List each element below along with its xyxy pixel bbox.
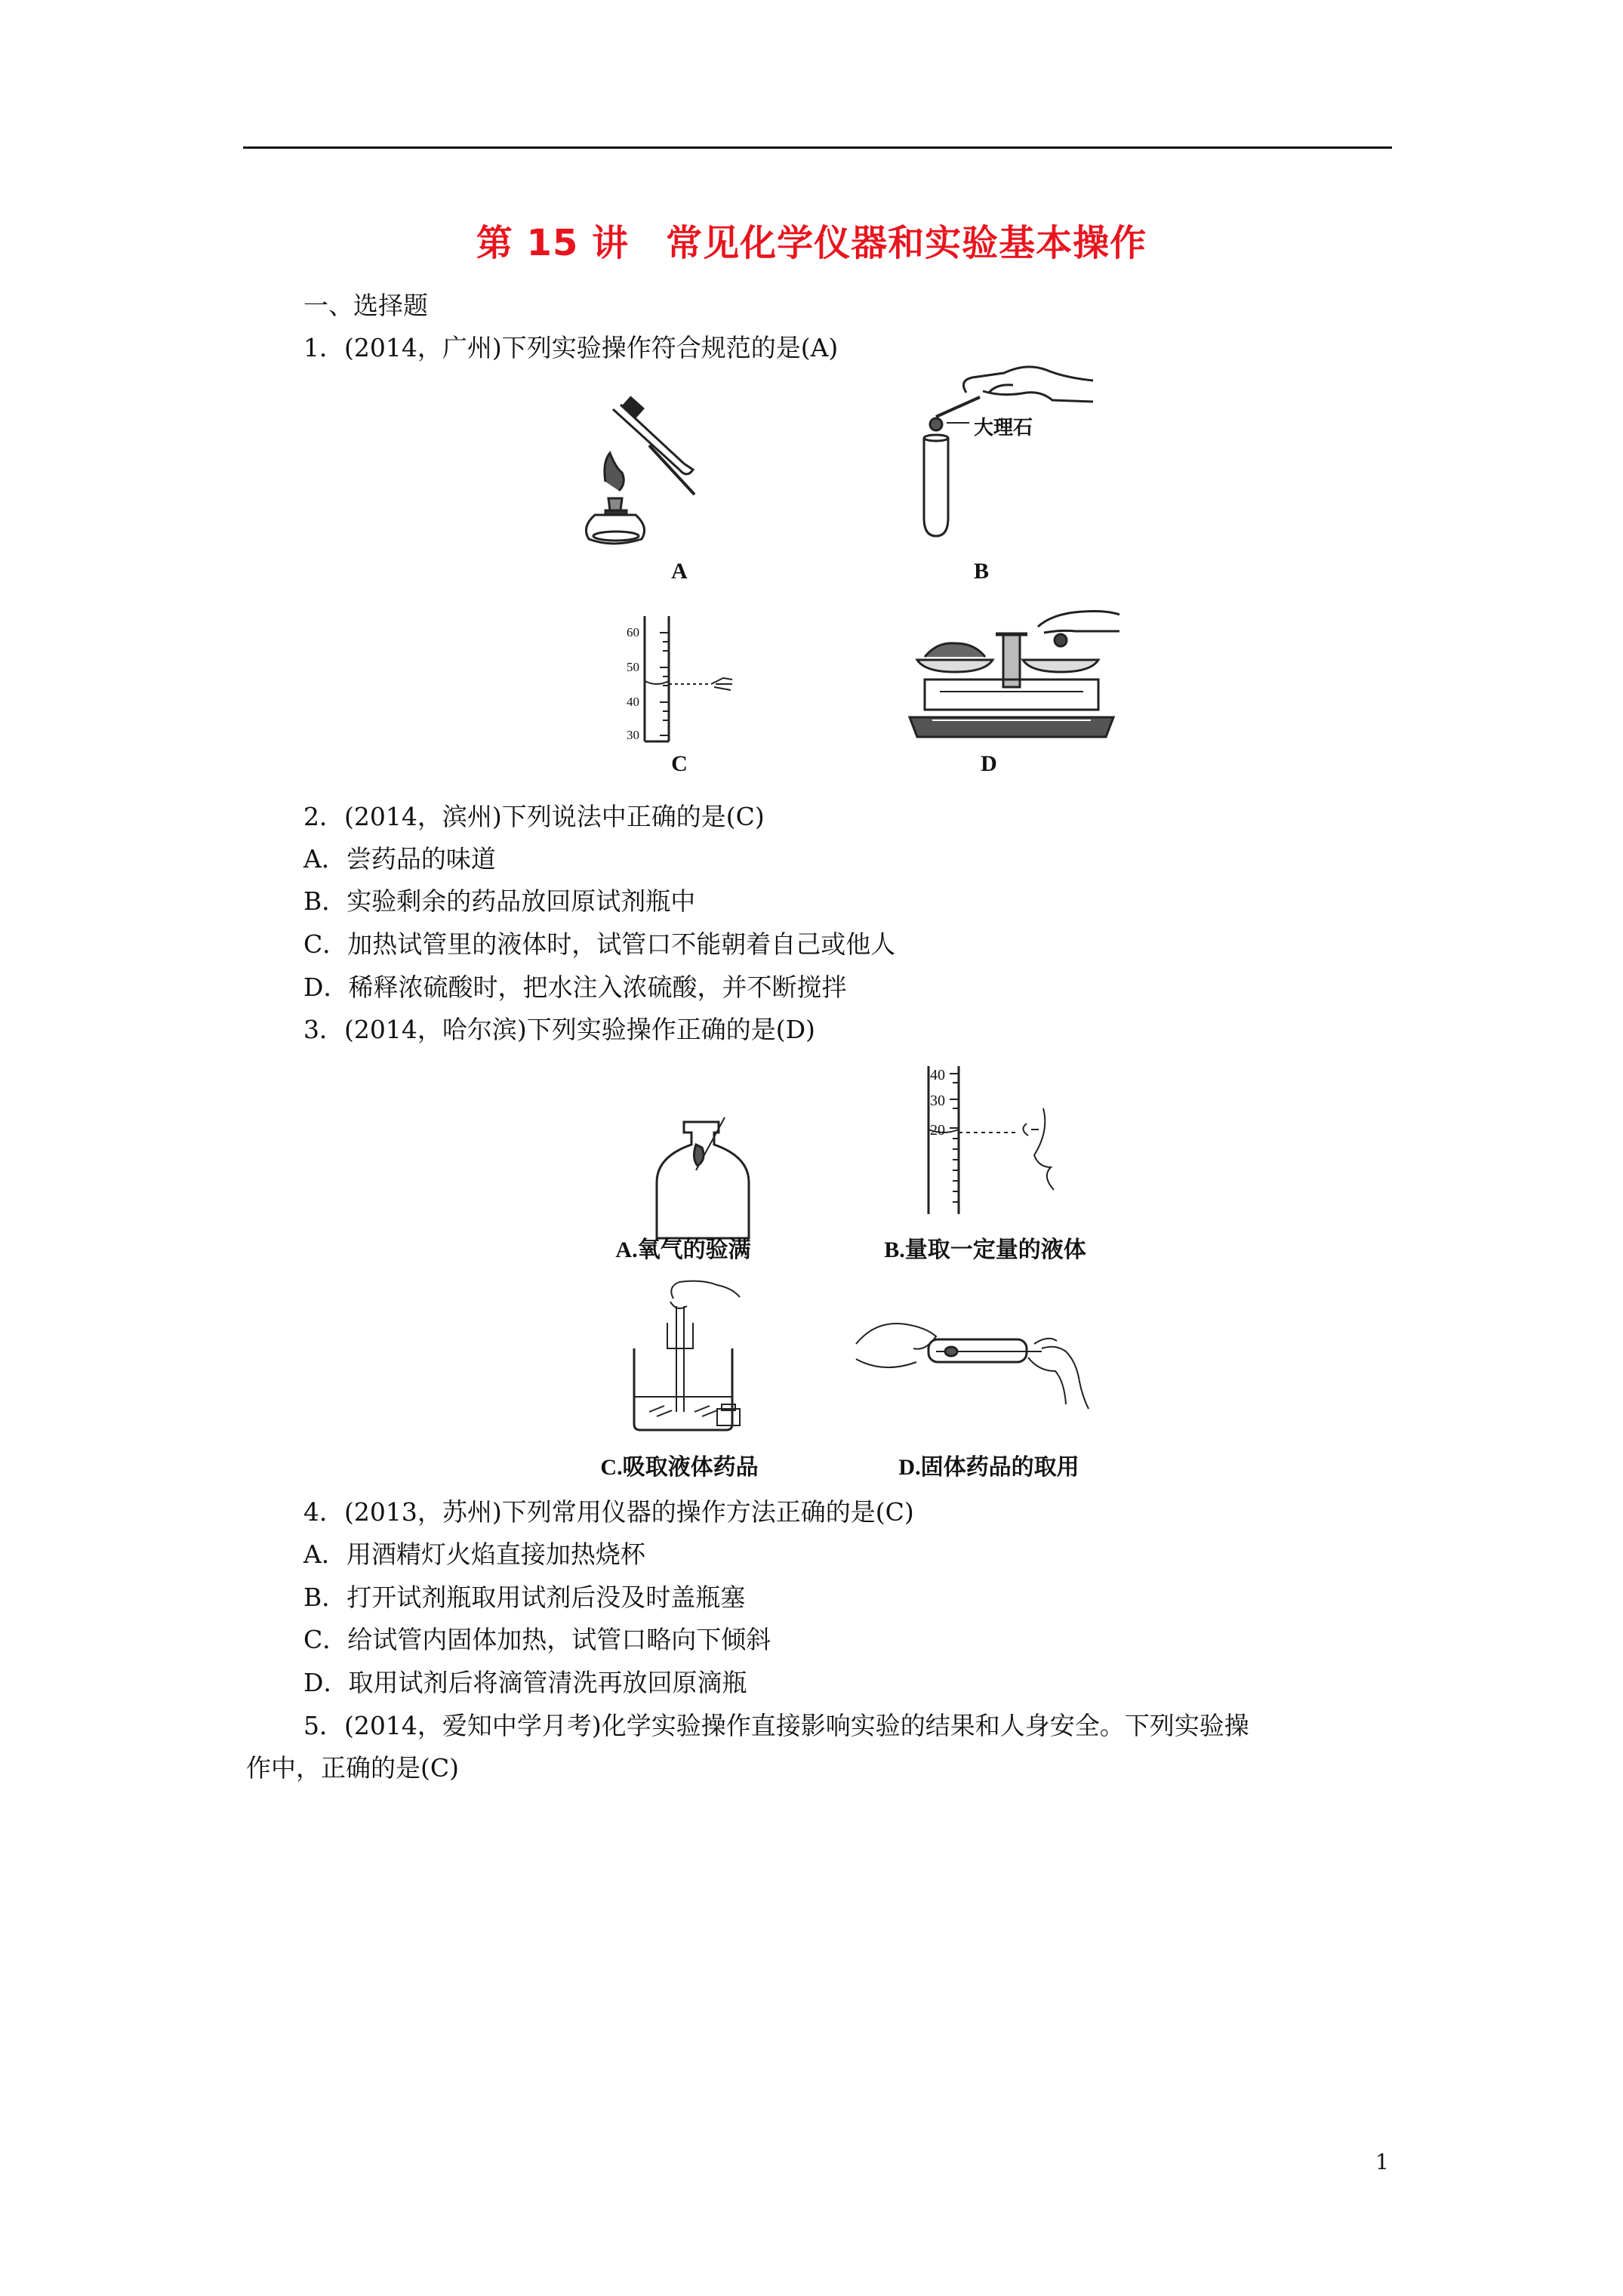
q1-tick-40: 40 (627, 695, 639, 709)
q3-caption-a: A.氧气的验满 (615, 1237, 751, 1262)
question-2-option-b: B．实验剩余的药品放回原试剂瓶中 (303, 886, 696, 916)
q1-figure-d-balance (902, 596, 1121, 747)
q1-figure-c-cylinder (627, 612, 747, 747)
q1-figure-b-label: 大理石 (974, 417, 1033, 439)
header-rule (243, 146, 1392, 149)
question-2-option-a: A．尝药品的味道 (303, 844, 496, 874)
q1-figure-b-marble (913, 347, 1095, 544)
page-number: 1 (1375, 2150, 1389, 2174)
q3-figure-c-dropper (627, 1276, 755, 1442)
q1-tick-30: 30 (627, 728, 639, 742)
question-4-option-c: C．给试管内固体加热，试管口略向下倾斜 (303, 1625, 771, 1654)
q1-caption-b: B (973, 559, 989, 584)
q3-caption-c: C.吸取液体药品 (600, 1455, 759, 1480)
question-4-option-a: A．用酒精灯火焰直接加热烧杯 (303, 1539, 645, 1569)
question-4-option-d: D．取用试剂后将滴管清洗再放回原滴瓶 (303, 1668, 747, 1697)
q3-figure-b-cylinder-eye (913, 1063, 1079, 1214)
q3-caption-b: B.量取一定量的液体 (884, 1237, 1086, 1262)
page-title: 第 15 讲 常见化学仪器和实验基本操作 (476, 222, 1147, 264)
question-3-stem: 3．(2014，哈尔滨)下列实验操作正确的是(D) (303, 1015, 815, 1044)
q1-caption-c: C (671, 751, 688, 776)
q1-figure-a-heating-tube (566, 400, 740, 551)
question-5-stem-line-1: 5．(2014，爱知中学月考)化学实验操作直接影响实验的结果和人身安全。下列实验操 (303, 1711, 1249, 1740)
question-2-stem: 2．(2014，滨州)下列说法中正确的是(C) (303, 802, 765, 831)
question-2-option-c: C．加热试管里的液体时，试管口不能朝着自己或他人 (303, 929, 896, 959)
q1-caption-a: A (671, 559, 688, 584)
q3-figure-a-oxygen-bottle (649, 1117, 762, 1246)
q3-tick-40: 40 (930, 1067, 945, 1083)
question-1-stem: 1．(2014，广州)下列实验操作符合规范的是(A) (303, 333, 839, 362)
q3-tick-20: 20 (930, 1122, 945, 1139)
question-4-stem: 4．(2013，苏州)下列常用仪器的操作方法正确的是(C) (303, 1497, 914, 1527)
q3-caption-d: D.固体药品的取用 (898, 1455, 1079, 1480)
question-2-option-d: D．稀释浓硫酸时，把水注入浓硫酸，并不断搅拌 (303, 972, 847, 1002)
question-4-option-b: B．打开试剂瓶取用试剂后没及时盖瓶塞 (303, 1583, 746, 1612)
question-5-stem-line-2: 作中，正确的是(C) (246, 1753, 459, 1783)
q3-figure-d-solid-transfer (853, 1299, 1095, 1412)
q3-tick-30: 30 (930, 1093, 945, 1109)
q1-tick-50: 50 (627, 660, 639, 674)
q1-caption-d: D (981, 751, 997, 776)
section-heading: 一、选择题 (303, 291, 428, 320)
q1-tick-60: 60 (627, 625, 639, 639)
